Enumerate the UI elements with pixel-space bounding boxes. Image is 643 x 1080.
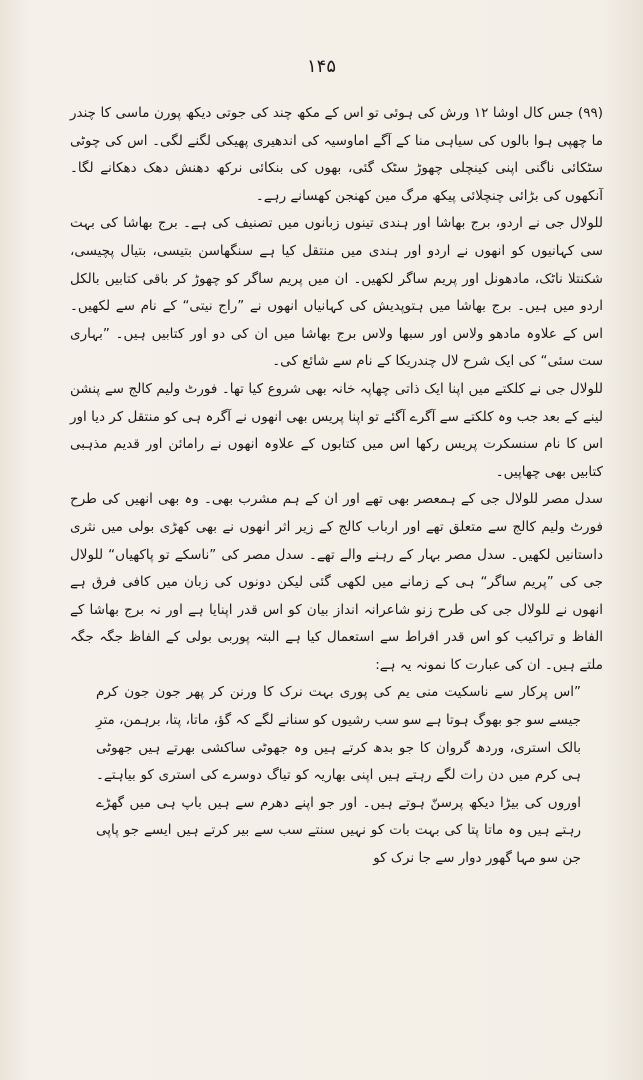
paragraph-sadal-misra: سدل مصر للولال جی کے ہمعصر بھی تھے اور ان کے ہم مشرب بھی۔ وہ بھی انھیں کی طرح فورٹ ولیم کالج سے متعلق تھے اور ارباب کالج کے زیر اثر انھوں نے بھی کھڑی بولی میں نثری داستانیں لکھیں۔ سدل مصر بہار کے رہنے والے تھے۔ سدل مصر کی ”ناسکے تو پاکھیاں“ للولال جی کی ”پریم ساگر“ ہی کے زمانے میں لکھی گئی لیکن دونوں کی زبان میں کافی فرق ہے انھوں نے للولال جی کی طرح زنو شاعرانہ انداز بیان کو اس قدر اپنایا ہے اور نہ برج بھاشا کے الفاظ و تراکیب کو اس قدر افراط سے استعمال کیا ہے البتہ پوربی بولی کے الفاظ جگہ جگہ ملتے ہیں۔ ان کی عبارت کا نمونہ یہ ہے: [70,491,603,673]
paragraph-printing-press: للولال جی نے کلکتے میں اپنا ایک ذاتی چھاپہ خانہ بھی شروع کیا تھا۔ فورٹ ولیم کالج سے پنشن لینے کے بعد جب وہ کلکتے سے آگرے آگئے تو اپنا پریس بھی انھوں نے آگرہ ہی کو منتقل کر دیا اور اس کا نام سنسکرت پریس رکھا اس میں کتابوں کے علاوہ انھوں نے رامائن اور قدیم مذہبی کتابیں بھی چھاپیں۔ [70,380,603,480]
body-text [70,100,603,873]
quoted-passage: ”اس پرکار سے ناسکیت منی یم کی پوری بہت نرک کا ورنن کر پھر جون جون کرم جیسے سو جو بھوگ ہوتا ہے سو سب رشیوں کو سنانے لگے کہ گؤ، ماتا، پتا، برہمن، مترِ بالک استری، وردھ گروان کا جو بدھ کرتے ہیں وہ جھوٹی ساکشی بھرتے ہیں جھوٹی ہی کرم میں دن رات لگے رہتے ہیں اپنی بھاریہ کو تیاگ دوسرے کی استری کو بیاہتے۔ اوروں کی بیڑا دیکھ پرسنّ ہوتے ہیں۔ اور جو اپنے دھرم سے ہیں باپ ہی میں گھڑے رہتے ہیں وہ ماتا پتا کی بہت بات کو نہیں سنتے سب سے بیر کرتے ہیں ایسے جو پاپی جن سو مہا گھور دوار سے جا نرک کو [96,684,581,867]
paragraph-footnote-99: (۹۹) جس کال اوشا ۱۲ ورش کی ہوئی تو اس کے مکھ چند کی جوتی دیکھ پورن ماسی کا چندر ما چھپی ہوا بالوں کی سیاہی منا کے آگے اماوسیہ کی اندھیری پھیکی لگنے لگی۔ اس کی چوٹی سٹکائی ناگنی اپنی کینچلی چھوڑ سٹک گئی، بھوں کی بنکائی نرکھ دھنش دھک دھکانے لگا۔ آنکھوں کی بڑائی چنچلائی پیکھ مرگ مین کھنجن کھسانے رہے۔ [70,105,603,204]
paragraph-lallulal-works: للولال جی نے اردو، برج بھاشا اور ہندی تینوں زبانوں میں تصنیف کی ہے۔ برج بھاشا کی بہت سی کہانیوں کو انھوں نے اردو اور ہندی میں منتقل کیا ہے سنگھاسن بتیسی، بتیال پچیسی، شکنتلا ناٹک، مادھونل اور پریم ساگر لکھیں۔ ان میں پریم ساگر کو چھوڑ کر باقی کتابیں بالکل اردو میں ہیں۔ برج بھاشا میں ہتوپدیش کی کہانیاں انھوں نے ”راج نیتی“ کے نام سے لکھیں۔ اس کے علاوہ مادھو ولاس اور سبھا ولاس برج بھاشا میں ان کی دو اور کتابیں ہیں۔ ”بہاری ست سئی“ کی ایک شرح لال چندریکا کے نام سے شائع کی۔ [70,215,603,370]
page-number: ۱۴۵ [306,56,336,77]
